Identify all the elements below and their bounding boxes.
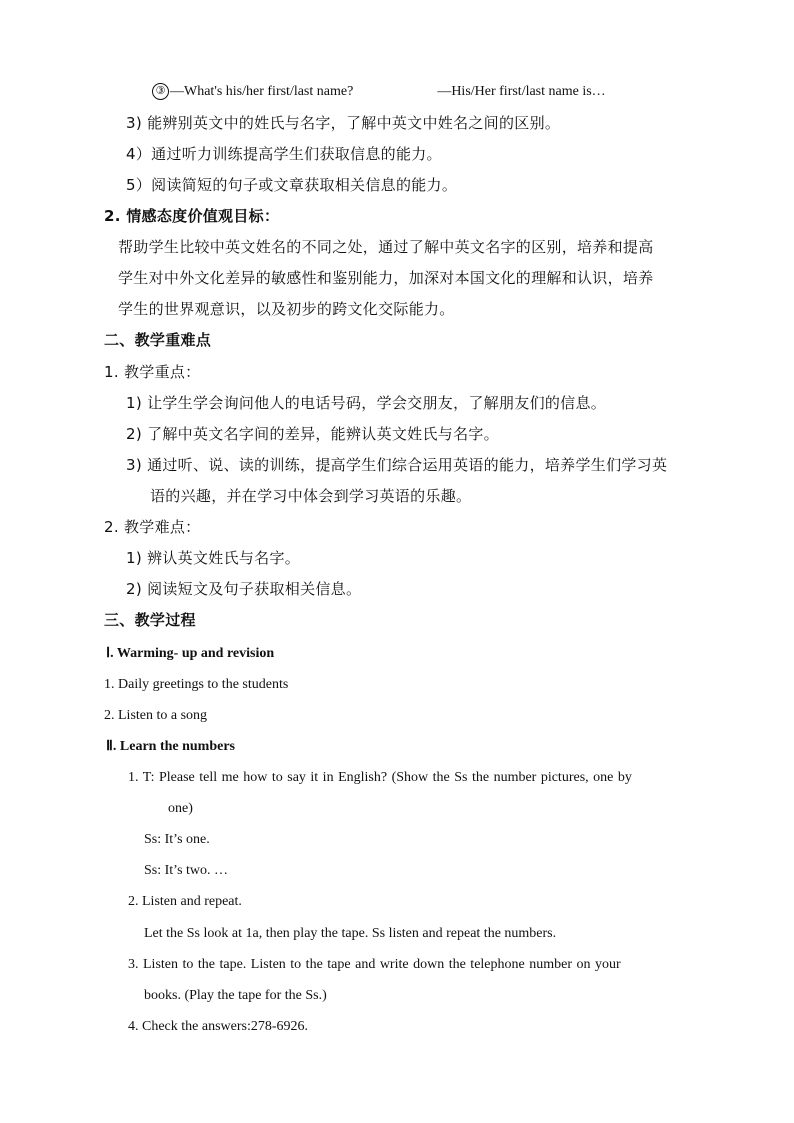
focus-item-1: 1) 让学生学会询问他人的电话号码，学会交朋友，了解朋友们的信息。 [126,394,607,412]
objective-item-3: 3) 能辨别英文中的姓氏与名字，了解中英文中姓名之间的区别。 [126,114,561,132]
dialogue-line: Ss: It’s one. [144,832,210,847]
question-text: —What's his/her first/last name? [170,84,354,99]
step-item-detail: Let the Ss look at 1a, then play the tape. Ss listen and repeat the numbers. [144,926,557,941]
dialogue-line [152,82,606,102]
answer-text: —His/Her first/last name is… [437,84,606,99]
step-item: 3. Listen to the tape. Listen to the tape and write down the telephone number on your [128,957,621,972]
focus-item-3-cont: 语的兴趣，并在学习中体会到学习英语的乐趣。 [150,487,472,505]
step-item: 4. Check the answers:278-6926. [128,1019,309,1034]
difficulty-item-1: 1) 辨认英文姓氏与名字。 [126,549,301,567]
step-item: 2. Listen and repeat. [128,894,242,909]
paragraph-line: 帮助学生比较中英文姓名的不同之处，通过了解中英文名字的区别，培养和提高 [118,238,654,256]
step-item-cont: books. (Play the tape for the Ss.) [144,988,327,1003]
section-heading-process: 三、教学过程 [104,611,196,629]
objective-item-4: 4）通过听力训练提高学生们获取信息的能力。 [126,145,442,163]
difficulty-item-2: 2) 阅读短文及句子获取相关信息。 [126,580,362,598]
step-item: 1. T: Please tell me how to say it in English? (Show the Ss the number pictures, one by [128,770,632,785]
step-heading-numbers: Ⅱ. Learn the numbers [106,739,236,754]
circled-number: ③ [152,83,169,100]
objective-item-5: 5）阅读简短的句子或文章获取相关信息的能力。 [126,176,458,194]
subheading-focus: 1. 教学重点： [104,363,201,381]
subheading-difficulties: 2. 教学难点： [104,518,201,536]
step-item: 2. Listen to a song [104,708,208,723]
focus-item-2: 2) 了解中英文名字间的差异，能辨认英文姓氏与名字。 [126,425,499,443]
step-item: 1. Daily greetings to the students [104,677,289,692]
paragraph-line: 学生对中外文化差异的敏感性和鉴别能力，加深对本国文化的理解和认识，培养 [118,269,654,287]
step-item-cont: one) [168,801,193,816]
focus-item-3: 3) 通过听、说、读的训练，提高学生们综合运用英语的能力，培养学生们学习英 [126,456,668,474]
section-heading-key-points: 二、教学重难点 [104,331,212,349]
paragraph-line: 学生的世界观意识，以及初步的跨文化交际能力。 [118,300,455,318]
dialogue-line: Ss: It’s two. … [144,863,229,878]
step-heading-warming-up: Ⅰ. Warming- up and revision [106,646,275,661]
section-heading-emotion: 2. 情感态度价值观目标： [104,207,280,225]
